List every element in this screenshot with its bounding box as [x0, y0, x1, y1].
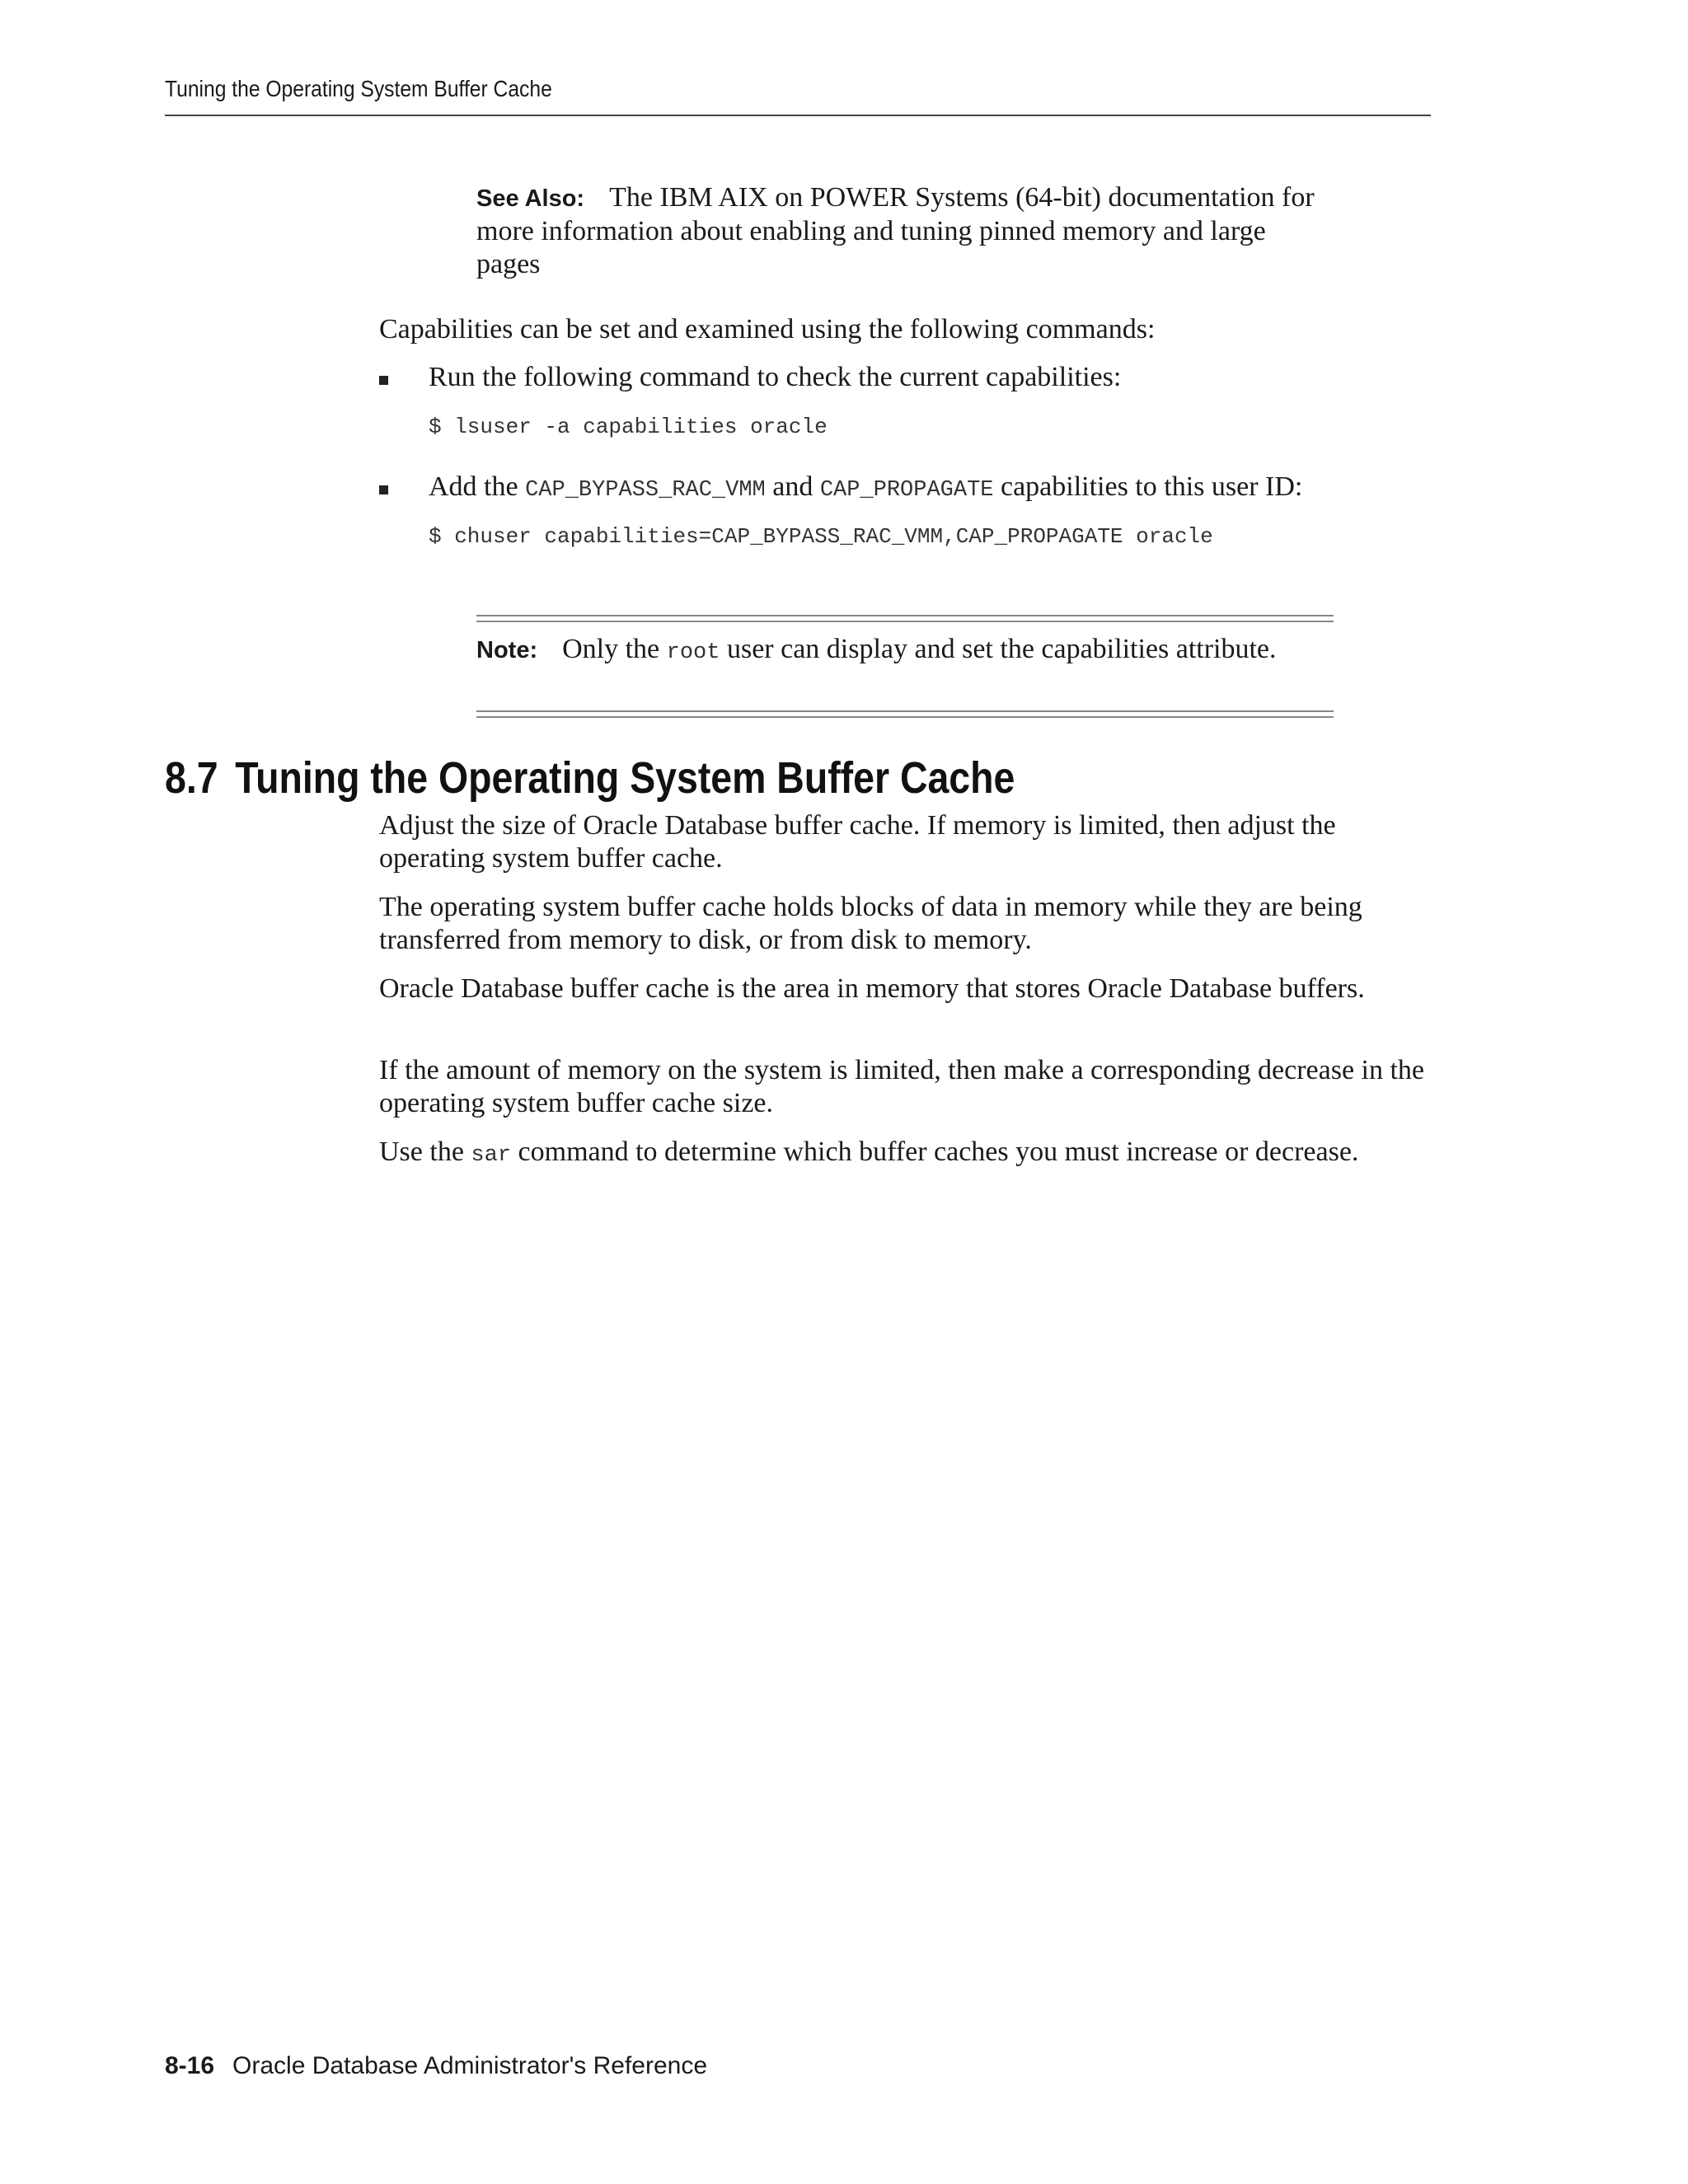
- running-header: Tuning the Operating System Buffer Cache: [165, 76, 552, 101]
- code-lsuser: $ lsuser -a capabilities oracle: [429, 415, 828, 439]
- section-title: Tuning the Operating System Buffer Cache: [235, 753, 1015, 803]
- see-also-label: See Also:: [476, 185, 585, 212]
- sar-text-before: Use the: [379, 1137, 471, 1167]
- code-cap-propagate: CAP_PROPAGATE: [819, 478, 994, 503]
- note-label: Note:: [476, 637, 538, 663]
- book-title: Oracle Database Administrator's Reference: [232, 2052, 708, 2079]
- code-cap-bypass: CAP_BYPASS_RAC_VMM: [525, 478, 766, 503]
- page-footer: [165, 2052, 707, 2080]
- section-number: 8.7: [165, 753, 218, 803]
- bullet-text-mid: and: [765, 471, 820, 502]
- header-divider: [165, 115, 1431, 116]
- bullet-item-check-capabilities: Run the following command to check the current capabilities:: [429, 362, 1122, 392]
- note-top-rule: [476, 615, 1334, 622]
- page-number: 8-16: [165, 2052, 215, 2079]
- bullet-marker: [379, 376, 388, 385]
- section-paragraph-sar: [379, 1136, 1426, 1172]
- note-code-root: root: [666, 640, 720, 665]
- capabilities-intro: Capabilities can be set and examined using the following commands:: [379, 314, 1156, 344]
- section-paragraph: If the amount of memory on the system is limited, then make a corresponding decrease in the operating system buffer cache size.: [379, 1055, 1425, 1118]
- see-also-text: The IBM AIX on POWER Systems (64-bit) documentation for more information about enabling and tuning pinned memory and large pages: [476, 182, 1315, 279]
- code-chuser: $ chuser capabilities=CAP_BYPASS_RAC_VMM,CAP_PROPAGATE oracle: [429, 524, 1213, 549]
- bullet-marker: [379, 485, 388, 494]
- note-text-after: user can display and set the capabilities attribute.: [720, 634, 1277, 664]
- code-sar: sar: [471, 1143, 512, 1168]
- section-paragraph: Oracle Database buffer cache is the area in memory that stores Oracle Database buffers.: [379, 973, 1365, 1004]
- note-text-before: Only the: [562, 634, 667, 664]
- note-bottom-rule: [476, 710, 1334, 718]
- see-also-box: [476, 181, 1334, 281]
- note-box: [476, 633, 1334, 669]
- section-paragraph: The operating system buffer cache holds blocks of data in memory while they are being transferred from memory to disk, or from disk to memory.: [379, 892, 1362, 955]
- section-paragraph: Adjust the size of Oracle Database buffer cache. If memory is limited, then adjust the operating system buffer cache.: [379, 810, 1336, 874]
- bullet-item-add-capabilities: [429, 471, 1418, 507]
- bullet-text-after: capabilities to this user ID:: [993, 471, 1303, 502]
- section-heading: [165, 752, 1015, 804]
- sar-text-after: command to determine which buffer caches you must increase or decrease.: [511, 1137, 1359, 1167]
- bullet-text-before: Add the: [429, 471, 526, 502]
